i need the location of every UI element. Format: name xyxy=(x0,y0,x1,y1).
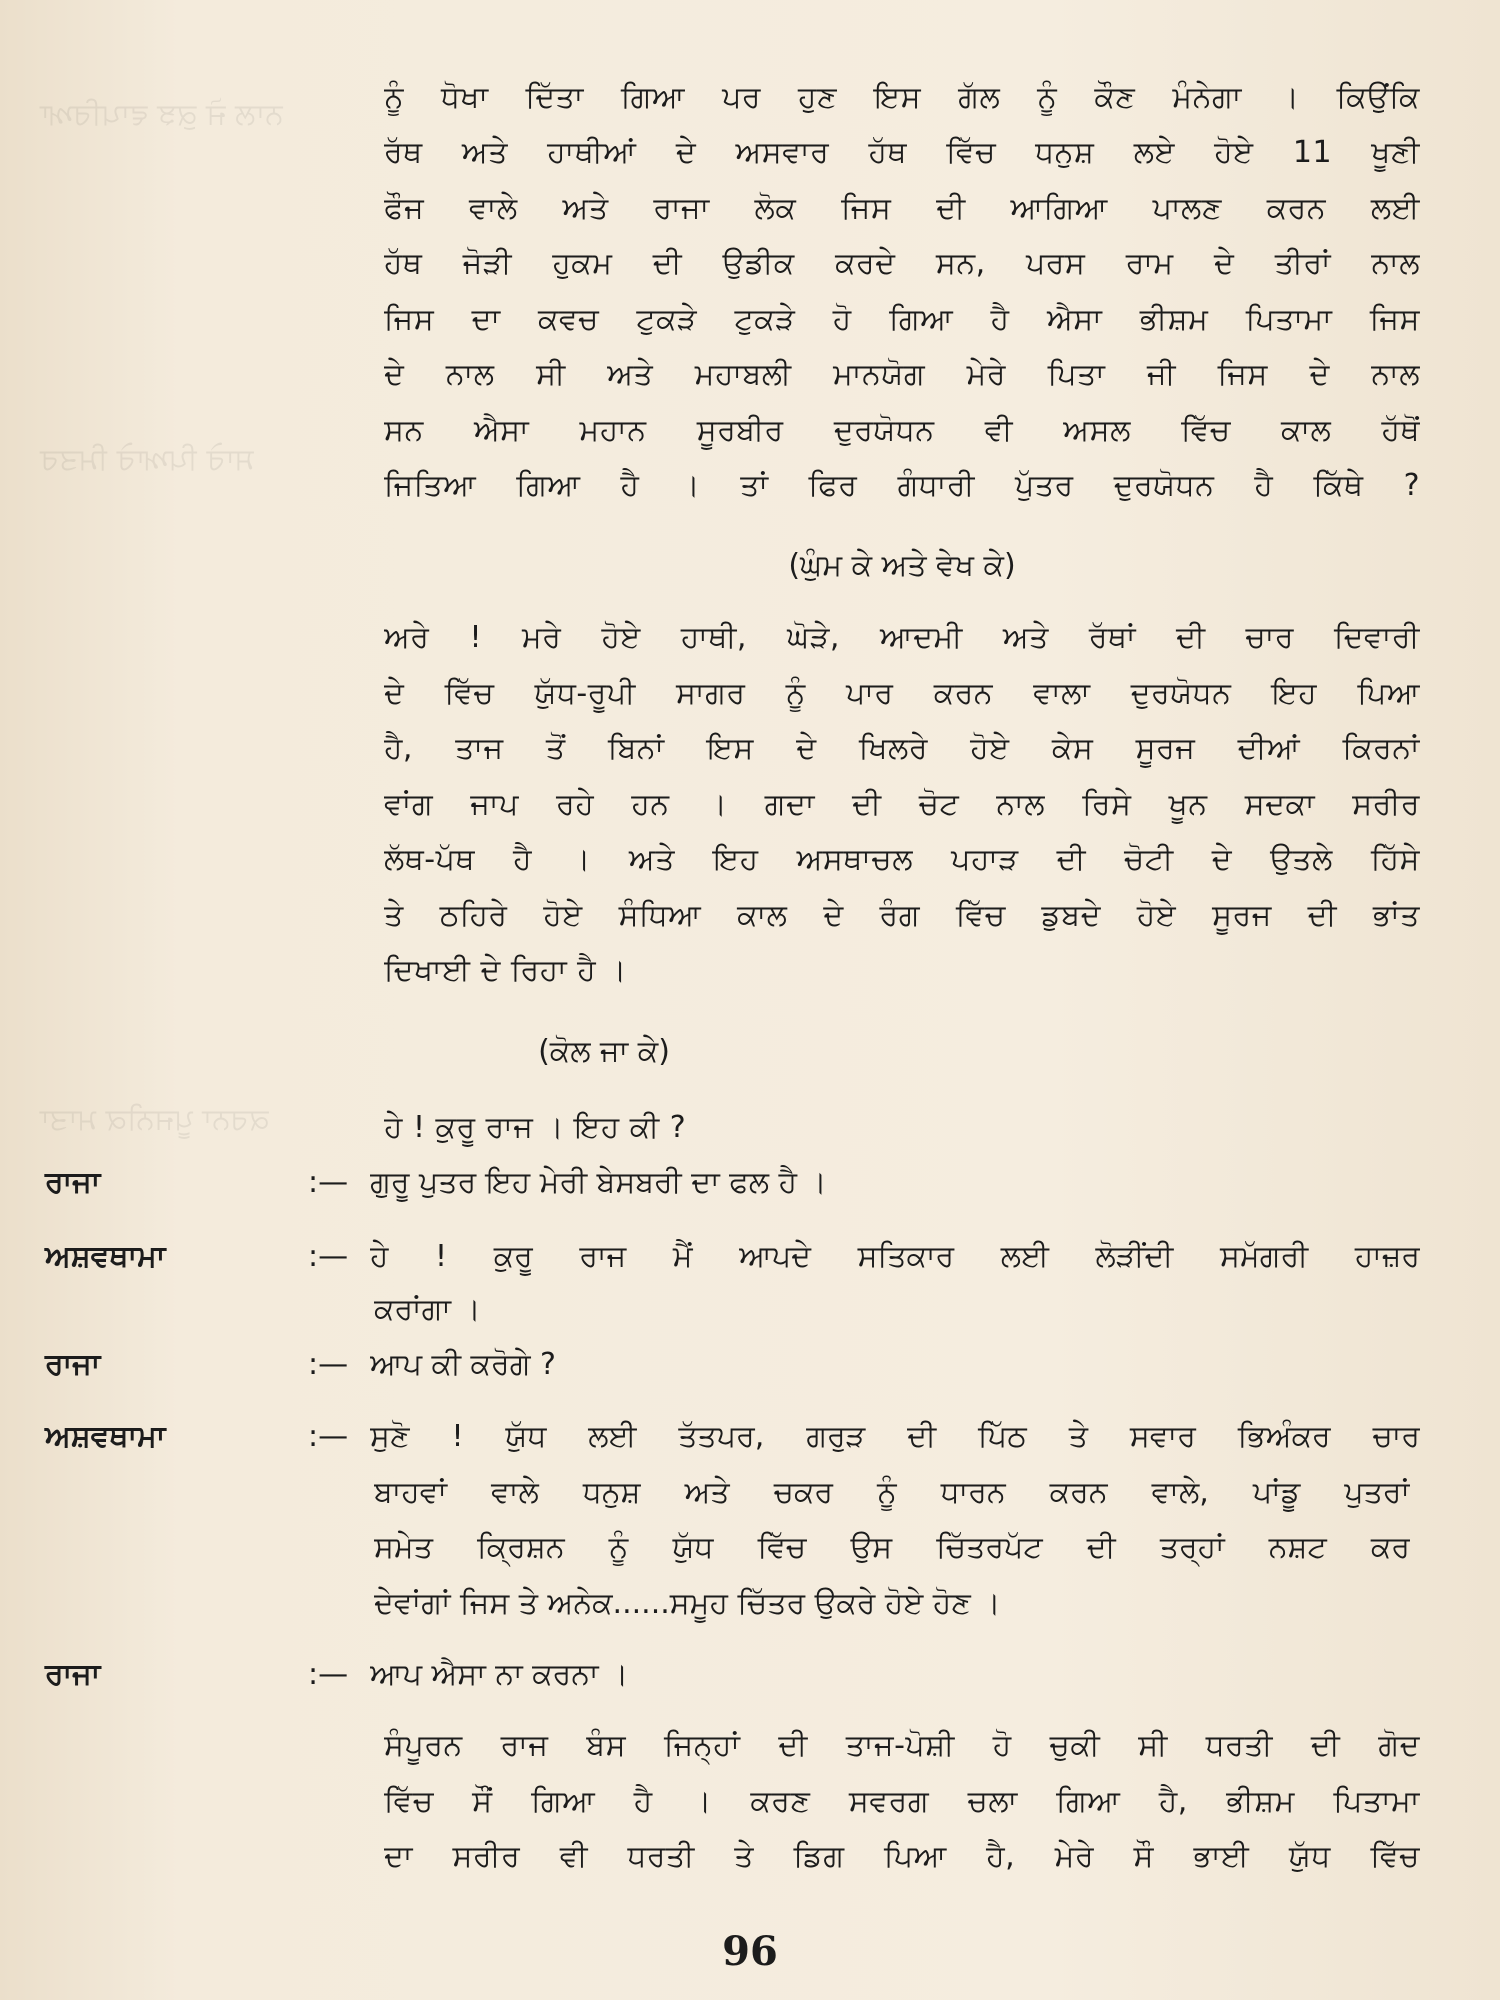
paragraph-line: ਸੰਪੂਰਨ ਰਾਜ ਬੰਸ ਜਿਨ੍ਹਾਂ ਦੀ ਤਾਜ-ਪੋਸ਼ੀ ਹੋ ਚੁਕੀ ਸੀ ਧਰਤੀ ਦੀ ਗੋਦ xyxy=(384,1728,1420,1763)
show-through-text: ਕਰਨਾ ਪੂਜਨੀਕ ਮਾਤਾ xyxy=(40,1102,269,1137)
dialogue-mark: :— xyxy=(308,1347,349,1382)
paragraph-line: ਦੇ ਵਿੱਚ ਯੁੱਧ-ਰੂਪੀ ਸਾਗਰ ਨੂੰ ਪਾਰ ਕਰਨ ਵਾਲਾ ਦੁਰਯੋਧਨ ਇਹ ਪਿਆ xyxy=(384,676,1420,711)
dialogue-mark: :— xyxy=(308,1165,349,1200)
dialogue-line: ਆਪ ਕੀ ਕਰੋਗੇ ? xyxy=(370,1347,556,1382)
show-through-text: ਨਾਲ ਜੋ ਕੁਝ ਵਾਪਰਿਆ xyxy=(40,97,283,132)
paragraph-line: ਜਿਸ ਦਾ ਕਵਚ ਟੁਕੜੇ ਟੁਕੜੇ ਹੋ ਗਿਆ ਹੈ ਐਸਾ ਭੀਸ਼ਮ ਪਿਤਾਮਾ ਜਿਸ xyxy=(384,302,1420,337)
paragraph-line: ਹੇ ! ਕੁਰੂ ਰਾਜ । ਇਹ ਕੀ ? xyxy=(384,1110,687,1145)
paragraph-line: ਜਿਤਿਆ ਗਿਆ ਹੈ । ਤਾਂ ਫਿਰ ਗੰਧਾਰੀ ਪੁੱਤਰ ਦੁਰਯੋਧਨ ਹੈ ਕਿੱਥੇ ? xyxy=(384,468,1420,503)
paragraph-line: ਦਾ ਸਰੀਰ ਵੀ ਧਰਤੀ ਤੇ ਡਿਗ ਪਿਆ ਹੈ, ਮੇਰੇ ਸੌ ਭਾਈ ਯੁੱਧ ਵਿੱਚ xyxy=(384,1839,1420,1874)
paragraph-line: ਹੈ, ਤਾਜ ਤੋਂ ਬਿਨਾਂ ਇਸ ਦੇ ਖਿਲਰੇ ਹੋਏ ਕੇਸ ਸੂਰਜ ਦੀਆਂ ਕਿਰਨਾਂ xyxy=(384,731,1420,766)
paragraph-line: ਸਨ ਐਸਾ ਮਹਾਨ ਸੂਰਬੀਰ ਦੁਰਯੋਧਨ ਵੀ ਅਸਲ ਵਿੱਚ ਕਾਲ ਹੱਥੋਂ xyxy=(384,413,1420,448)
paragraph-line: ਰੱਥ ਅਤੇ ਹਾਥੀਆਂ ਦੇ ਅਸਵਾਰ ਹੱਥ ਵਿੱਚ ਧਨੁਸ਼ ਲਏ ਹੋਏ 11 ਖੂਣੀ xyxy=(384,135,1420,170)
speaker-name: ਰਾਜਾ xyxy=(45,1347,101,1382)
paragraph-line: ਲੱਥ-ਪੱਥ ਹੈ । ਅਤੇ ਇਹ ਅਸਥਾਚਲ ਪਹਾੜ ਦੀ ਚੋਟੀ ਦੇ ਉਤਲੇ ਹਿੱਸੇ xyxy=(384,842,1420,877)
paragraph-line: ਹੱਥ ਜੋੜੀ ਹੁਕਮ ਦੀ ਉਡੀਕ ਕਰਦੇ ਸਨ, ਪਰਸ ਰਾਮ ਦੇ ਤੀਰਾਂ ਨਾਲ xyxy=(384,246,1420,281)
dialogue-line: ਸੁਣੋ ! ਯੁੱਧ ਲਈ ਤੱਤਪਰ, ਗਰੁੜ ਦੀ ਪਿੱਠ ਤੇ ਸਵਾਰ ਭਿਅੰਕਰ ਚਾਰ xyxy=(370,1419,1420,1454)
paragraph-line: ਵਿੱਚ ਸੌਂ ਗਿਆ ਹੈ । ਕਰਣ ਸਵਰਗ ਚਲਾ ਗਿਆ ਹੈ, ਭੀਸ਼ਮ ਪਿਤਾਮਾ xyxy=(384,1784,1420,1819)
paragraph-line: ਤੇ ਠਹਿਰੇ ਹੋਏ ਸੰਧਿਆ ਕਾਲ ਦੇ ਰੰਗ ਵਿੱਚ ਡੁਬਦੇ ਹੋਏ ਸੂਰਜ ਦੀ ਭਾਂਤ xyxy=(384,898,1420,933)
paragraph-line: ਫੌਜ ਵਾਲੇ ਅਤੇ ਰਾਜਾ ਲੋਕ ਜਿਸ ਦੀ ਆਗਿਆ ਪਾਲਣ ਕਰਨ ਲਈ xyxy=(384,191,1420,226)
stage-direction: (ਕੋਲ ਜਾ ਕੇ) xyxy=(538,1034,670,1069)
dialogue-line: ਕਰਾਂਗਾ । xyxy=(374,1292,481,1327)
dialogue-line: ਬਾਹਵਾਂ ਵਾਲੇ ਧਨੁਸ਼ ਅਤੇ ਚਕਰ ਨੂੰ ਧਾਰਨ ਕਰਨ ਵਾਲੇ, ਪਾਂਡੂ ਪੁਤਰਾਂ xyxy=(374,1475,1410,1510)
show-through-text: ਸਾਰੇ ਪਿਆਰੇ ਮਿਤਰ xyxy=(40,442,254,477)
stage-direction: (ਘੁੰਮ ਕੇ ਅਤੇ ਵੇਖ ਕੇ) xyxy=(788,548,1016,583)
speaker-name: ਰਾਜਾ xyxy=(45,1165,101,1200)
paragraph-line: ਦਿਖਾਈ ਦੇ ਰਿਹਾ ਹੈ । xyxy=(384,953,627,988)
dialogue-line: ਗੁਰੂ ਪੁਤਰ ਇਹ ਮੇਰੀ ਬੇਸਬਰੀ ਦਾ ਫਲ ਹੈ । xyxy=(370,1165,827,1200)
dialogue-mark: :— xyxy=(308,1419,349,1454)
dialogue-mark: :— xyxy=(308,1239,349,1274)
dialogue-line: ਹੇ ! ਕੁਰੂ ਰਾਜ ਮੈਂ ਆਪਦੇ ਸਤਿਕਾਰ ਲਈ ਲੋੜੀਂਦੀ ਸਮੱਗਰੀ ਹਾਜ਼ਰ xyxy=(370,1239,1420,1274)
paragraph-line: ਵਾਂਗ ਜਾਪ ਰਹੇ ਹਨ । ਗਦਾ ਦੀ ਚੋਟ ਨਾਲ ਰਿਸੇ ਖੂਨ ਸਦਕਾ ਸਰੀਰ xyxy=(384,787,1420,822)
page-number: 96 xyxy=(722,1928,778,1975)
speaker-name: ਅਸ਼ਵਥਾਮਾ xyxy=(45,1239,166,1274)
dialogue-line: ਦੇਵਾਂਗਾਂ ਜਿਸ ਤੇ ਅਨੇਕ......ਸਮੂਹ ਚਿੱਤਰ ਉਕਰੇ ਹੋਏ ਹੋਣ । xyxy=(374,1586,1001,1621)
paragraph-line: ਨੂੰ ਧੋਖਾ ਦਿੱਤਾ ਗਿਆ ਪਰ ਹੁਣ ਇਸ ਗੱਲ ਨੂੰ ਕੌਣ ਮੰਨੇਗਾ । ਕਿਉਂਕਿ xyxy=(384,80,1420,115)
paragraph-line: ਅਰੇ ! ਮਰੇ ਹੋਏ ਹਾਥੀ, ਘੋੜੇ, ਆਦਮੀ ਅਤੇ ਰੱਥਾਂ ਦੀ ਚਾਰ ਦਿਵਾਰੀ xyxy=(384,620,1420,655)
dialogue-line: ਆਪ ਐਸਾ ਨਾ ਕਰਨਾ । xyxy=(370,1657,629,1692)
paragraph-line: ਦੇ ਨਾਲ ਸੀ ਅਤੇ ਮਹਾਬਲੀ ਮਾਨਯੋਗ ਮੇਰੇ ਪਿਤਾ ਜੀ ਜਿਸ ਦੇ ਨਾਲ xyxy=(384,357,1420,392)
speaker-name: ਰਾਜਾ xyxy=(45,1657,101,1692)
dialogue-mark: :— xyxy=(308,1657,349,1692)
dialogue-line: ਸਮੇਤ ਕ੍ਰਿਸ਼ਨ ਨੂੰ ਯੁੱਧ ਵਿੱਚ ਉਸ ਚਿੱਤਰਪੱਟ ਦੀ ਤਰ੍ਹਾਂ ਨਸ਼ਟ ਕਰ xyxy=(374,1530,1410,1565)
speaker-name: ਅਸ਼ਵਥਾਮਾ xyxy=(45,1419,166,1454)
